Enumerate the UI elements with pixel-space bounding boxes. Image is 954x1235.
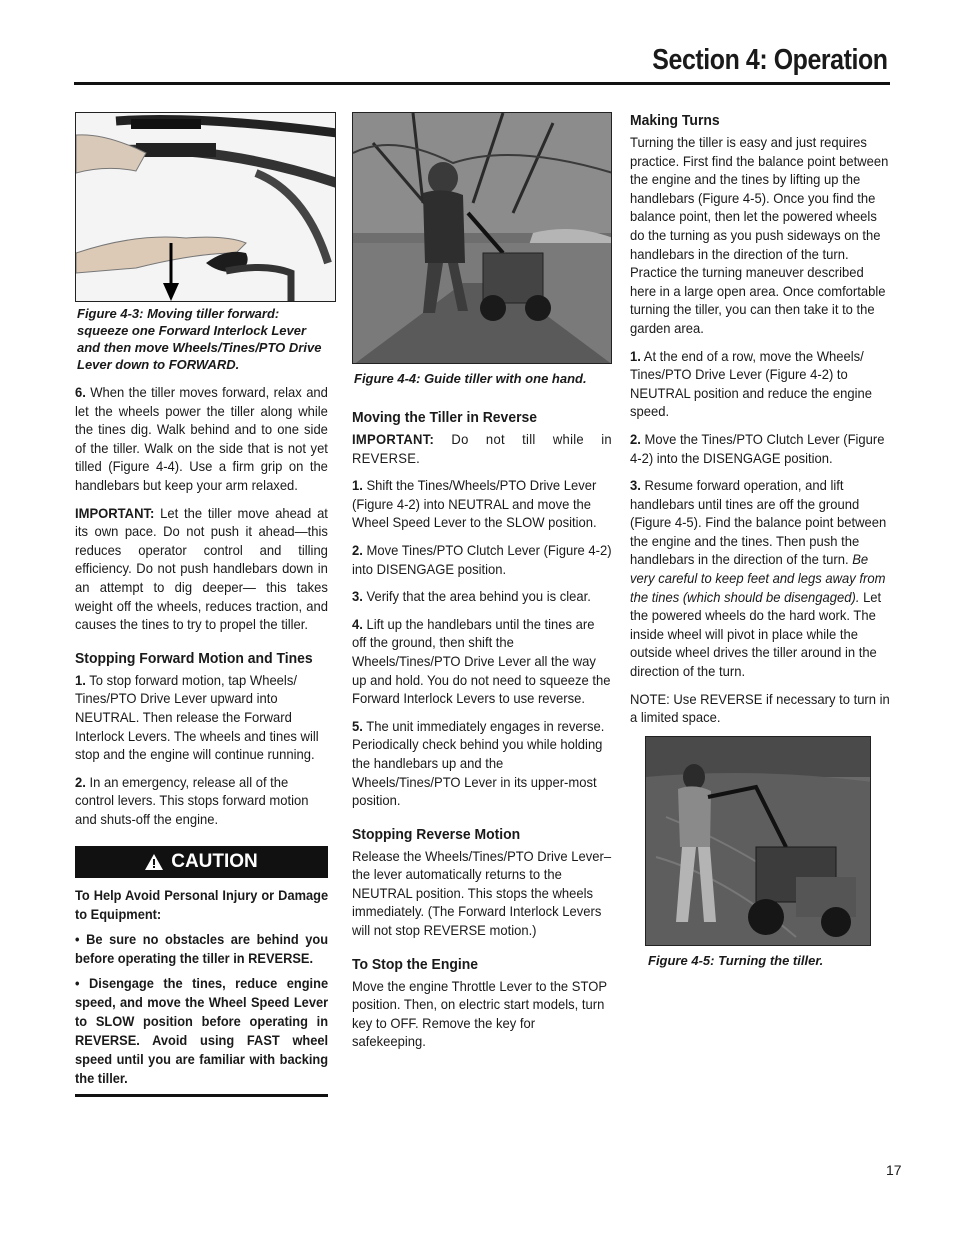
paragraph-stop-forward-1: [75, 671, 328, 764]
paragraph-note: NOTE: Use REVERSE if necessary to turn in a limited space.: [630, 690, 890, 726]
heading-stop-forward: Stopping Forward Motion and Tines: [75, 649, 313, 667]
important-text: Let the tiller move ahead at its own pace. Do not push it ahead—this reduces operator control and tilling efficiency. Do not push handlebars down in an attempt to dig deeper— this takes weight off the wheels, reduces traction, and causes the tines to try to propel the tiller.: [75, 504, 328, 633]
step-number: 1.: [352, 477, 363, 494]
step-text: Resume forward operation, and lift handlebars until tines are off the ground (Figure 4-5). Find the balance point between the engine and the tines. Then push the handlebars in the direction of the turn.: [630, 477, 887, 568]
paragraph-important: [75, 504, 328, 634]
paragraph-reverse-5: [352, 717, 612, 810]
heading-making-turns: Making Turns: [630, 112, 720, 129]
step-text: Shift the Tines/Wheels/PTO Drive Lever (Figure 4-2) into NEUTRAL and move the Wheel Speed Lever to the SLOW position.: [352, 477, 597, 531]
step-number: 4.: [352, 615, 363, 632]
step-text: Verify that the area behind you is clear.: [362, 588, 591, 605]
paragraph-turns-1: [630, 347, 890, 421]
step-text: To stop forward motion, tap Wheels/ Tines/PTO Drive Lever upward into NEUTRAL. Then release the Forward Interlock Levers. The wheels and tines will stop and the engine will continue running.: [75, 671, 319, 763]
warning-triangle-icon: [145, 854, 163, 870]
step-text: Move Tines/PTO Clutch Lever (Figure 4-2) into DISENGAGE position.: [352, 541, 612, 577]
step-number: 2.: [352, 541, 363, 558]
step-text: Lift up the handlebars until the tines are off the ground, then shift the Wheels/Tines/PTO Drive Lever all the way up and hold. You do not need to squeeze the Forward Interlock Levers to use reverse.: [352, 615, 611, 707]
paragraph-turns-3: [630, 476, 890, 681]
header-rule: [74, 82, 890, 85]
caution-label: CAUTION: [171, 851, 258, 873]
section-title: Section 4: Operation: [652, 44, 888, 76]
handlebar-lever-illustration: [76, 113, 336, 302]
heading-stop-reverse: Stopping Reverse Motion: [352, 825, 521, 843]
step-number: 1.: [75, 671, 86, 688]
step-text: In an emergency, release all of the control levers. This stops forward motion and shuts-off the engine.: [75, 773, 309, 827]
step-number: 2.: [630, 430, 641, 447]
step-number: 5.: [352, 717, 363, 734]
step-text: Let the powered wheels do the hard work. The inside wheel will pivot in place while the outside wheel drives the tiller around in the direction of the turn.: [630, 588, 882, 680]
paragraph-reverse-4: [352, 615, 612, 708]
figure-4-5-caption: Figure 4-5: Turning the tiller.: [648, 952, 824, 968]
step-text: When the tiller moves forward, relax and let the wheels power the tiller along while the tines dig. Walk behind and to one side of the tiller. Walk on the side that is not yet tilled (Figure 4-4). Use a firm grip on the handlebars but keep your arm relaxed.: [75, 384, 328, 493]
page-number: 17: [886, 1162, 902, 1178]
step-number: 6.: [75, 384, 86, 400]
important-label: IMPORTANT:: [352, 431, 435, 447]
turning-tiller-illustration: [646, 737, 871, 946]
figure-4-5-photo: [645, 736, 871, 946]
caution-banner: [75, 846, 328, 878]
caution-bullet-2: • Disengage the tines, reduce engine speed, and move the Wheel Speed Lever to SLOW position before operating in REVERSE. Avoid using FAST wheel speed until you are familiar with backing the tiller.: [75, 976, 329, 1087]
paragraph-reverse-3: [352, 587, 612, 606]
paragraph-reverse-1: [352, 476, 612, 532]
paragraph-stop-reverse: Release the Wheels/Tines/PTO Drive Lever– the lever automatically returns to the NEUTRAL position. This stops the wheels immediately. (The Forward Interlock Levers will not stop REVERSE motion.): [352, 847, 612, 939]
step-number: 3.: [352, 588, 363, 605]
caution-bullet-1: • Be sure no obstacles are behind you before operating the tiller in REVERSE.: [75, 932, 329, 967]
heading-stop-engine: To Stop the Engine: [352, 955, 479, 973]
figure-4-4-caption: Figure 4-4: Guide tiller with one hand.: [354, 371, 587, 386]
figure-4-4-photo: [352, 112, 612, 364]
important-text: Do not till while in REVERSE.: [352, 431, 612, 466]
tiller-field-illustration: [353, 113, 612, 364]
paragraph-turns-intro: Turning the tiller is easy and just requires practice. First find the balance point between the engine and the tines by lifting up the handlebars (Figure 4-5). Once you find the balance point, then let the powered wheels do the turning as you push sideways on the handlebars in the direction of the turn. Practice the turning maneuver described here in a large open area. Once comfortable turning the tiller, you can then take it to the garden area.: [630, 134, 889, 336]
paragraph-stop-engine: Move the engine Throttle Lever to the STOP position. Then, on electric start models, turn key to OFF. Remove the key for safekeeping.: [352, 977, 607, 1050]
paragraph-step-6: [75, 383, 328, 495]
column-left: [75, 112, 328, 1097]
step-warning-italic: Be very careful to keep feet and legs away from the tines (which should be disengaged).: [630, 551, 886, 605]
step-text: The unit immediately engages in reverse. Periodically check behind you while holding the handlebars up and the Wheels/Tines/PTO Lever in its upper-most position.: [352, 717, 605, 809]
step-text: At the end of a row, move the Wheels/ Tines/PTO Drive Lever (Figure 4-2) to NEUTRAL position and reduce the engine speed.: [630, 347, 872, 420]
heading-reverse: Moving the Tiller in Reverse: [352, 409, 538, 426]
paragraph-stop-forward-2: [75, 773, 328, 829]
step-number: 3.: [630, 477, 641, 494]
paragraph-reverse-2: [352, 541, 612, 578]
step-number: 1.: [630, 347, 641, 364]
paragraph-turns-2: [630, 430, 890, 467]
figure-4-3-caption: Figure 4-3: Moving tiller forward: squeeze one Forward Interlock Lever and then move Wheels/Tines/PTO Drive Lever down to FORWARD.: [77, 306, 322, 372]
step-number: 2.: [75, 773, 86, 790]
figure-4-3-photo: [75, 112, 336, 302]
caution-content: [75, 878, 328, 1097]
paragraph-reverse-important: [352, 430, 612, 467]
step-text: Move the Tines/PTO Clutch Lever (Figure 4-2) into the DISENGAGE position.: [630, 430, 885, 466]
caution-intro: To Help Avoid Personal Injury or Damage to Equipment:: [75, 888, 329, 923]
column-right: [630, 112, 890, 979]
column-middle: [352, 112, 612, 1060]
important-label: IMPORTANT:: [75, 504, 155, 521]
